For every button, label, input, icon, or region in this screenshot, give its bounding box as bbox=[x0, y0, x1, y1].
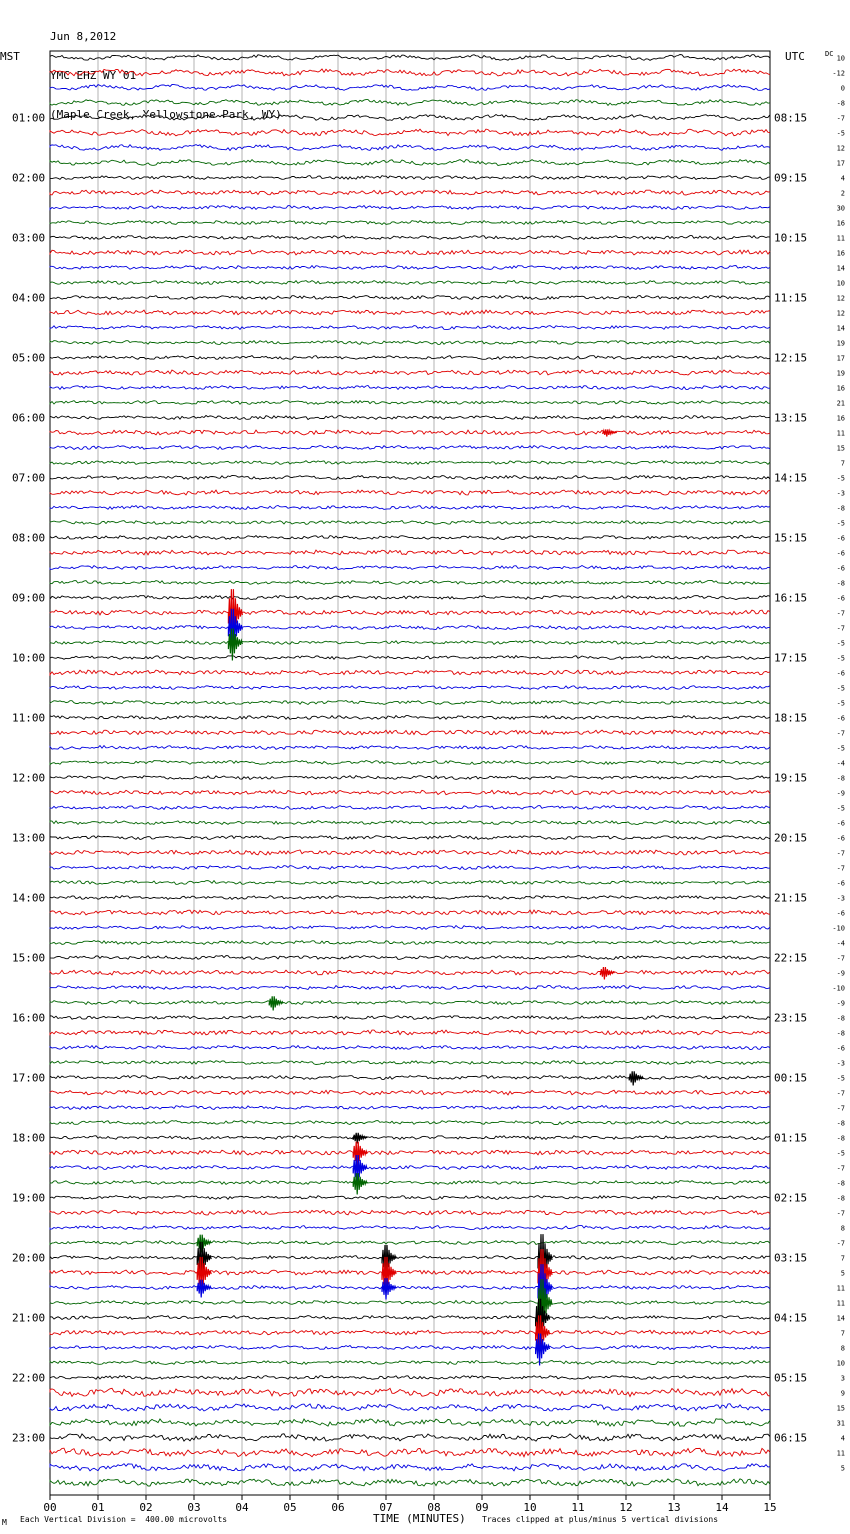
trace-row bbox=[50, 701, 770, 705]
event-spike bbox=[600, 967, 614, 980]
x-tick-label: 05 bbox=[283, 1501, 297, 1514]
trace-row bbox=[50, 506, 770, 510]
trace-row bbox=[50, 970, 770, 975]
trace-row bbox=[50, 521, 770, 525]
utc-hour-label: 04:15 bbox=[774, 1311, 808, 1325]
mst-hour-label: 23:00 bbox=[12, 1431, 46, 1445]
trace-row bbox=[50, 1166, 770, 1170]
dc-offset-label: 12 bbox=[836, 294, 845, 303]
dc-offset-label: -7 bbox=[836, 864, 845, 873]
utc-hour-label: 19:15 bbox=[774, 771, 808, 785]
trace-row bbox=[50, 1404, 770, 1412]
dc-offset-label: -8 bbox=[836, 1119, 845, 1128]
trace-row bbox=[50, 776, 770, 780]
dc-offset-label: -9 bbox=[836, 789, 845, 798]
right-axis-title: UTC bbox=[785, 50, 805, 63]
dc-offset-label: 19 bbox=[836, 369, 845, 378]
dc-offset-label: 17 bbox=[836, 354, 845, 363]
utc-hour-label: 21:15 bbox=[774, 891, 808, 905]
dc-offset-label: -8 bbox=[836, 1194, 845, 1203]
dc-label: DC bbox=[825, 50, 834, 58]
x-tick-label: 14 bbox=[715, 1501, 729, 1514]
trace-row bbox=[50, 536, 770, 540]
dc-offset-label: 10 bbox=[836, 1359, 845, 1368]
x-tick-label: 06 bbox=[331, 1501, 345, 1514]
event-spike bbox=[629, 1071, 643, 1085]
trace-row bbox=[50, 626, 770, 630]
utc-hour-label: 06:15 bbox=[774, 1431, 808, 1445]
utc-hour-label: 08:15 bbox=[774, 111, 808, 125]
dc-offset-label: 0 bbox=[840, 84, 845, 93]
trace-row bbox=[50, 490, 770, 495]
dc-offset-label: -7 bbox=[836, 729, 845, 738]
mst-hour-label: 20:00 bbox=[12, 1251, 46, 1265]
dc-offset-label: 10 bbox=[836, 54, 845, 63]
dc-offset-label: -6 bbox=[836, 1044, 845, 1053]
dc-offset-label: -9 bbox=[836, 999, 845, 1008]
mst-hour-label: 01:00 bbox=[12, 111, 46, 125]
mst-hour-label: 08:00 bbox=[12, 531, 46, 545]
dc-offset-label: -5 bbox=[836, 474, 845, 483]
dc-offset-label: 11 bbox=[836, 1284, 845, 1293]
dc-offset-label: -7 bbox=[836, 609, 845, 618]
trace-row bbox=[50, 221, 770, 225]
x-tick-label: 02 bbox=[139, 1501, 153, 1514]
trace-row bbox=[50, 1210, 770, 1215]
trace-row bbox=[50, 1464, 770, 1471]
trace-row bbox=[50, 1346, 770, 1350]
dc-offset-label: -8 bbox=[836, 1134, 845, 1143]
event-spike bbox=[353, 1133, 367, 1144]
dc-offset-label: -8 bbox=[836, 579, 845, 588]
utc-hour-label: 14:15 bbox=[774, 471, 808, 485]
dc-offset-label: -5 bbox=[836, 699, 845, 708]
dc-offset-label: 16 bbox=[836, 414, 845, 423]
dc-offset-label: 8 bbox=[840, 1344, 845, 1353]
trace-row bbox=[50, 956, 770, 960]
dc-offset-label: 16 bbox=[836, 384, 845, 393]
utc-hour-label: 17:15 bbox=[774, 651, 808, 665]
dc-offset-label: -6 bbox=[836, 834, 845, 843]
dc-offset-label: -4 bbox=[836, 939, 845, 948]
dc-offset-label: 12 bbox=[836, 144, 845, 153]
dc-offset-label: 12 bbox=[836, 309, 845, 318]
trace-row bbox=[50, 1001, 770, 1005]
mst-hour-label: 12:00 bbox=[12, 771, 46, 785]
dc-offset-label: 7 bbox=[840, 1254, 845, 1263]
utc-hour-label: 03:15 bbox=[774, 1251, 808, 1265]
dc-offset-label: 15 bbox=[836, 444, 845, 453]
trace-row bbox=[50, 881, 770, 885]
left-axis-title: MST bbox=[0, 50, 20, 63]
trace-row bbox=[50, 1046, 770, 1050]
event-spike bbox=[269, 996, 283, 1010]
trace-row bbox=[50, 641, 770, 645]
dc-offset-label: 9 bbox=[840, 1389, 845, 1398]
dc-offset-label: 4 bbox=[840, 1434, 845, 1443]
dc-offset-label: -6 bbox=[836, 564, 845, 573]
trace-row bbox=[50, 656, 770, 660]
trace-row bbox=[50, 1434, 770, 1441]
dc-offset-label: -6 bbox=[836, 714, 845, 723]
dc-offset-label: -5 bbox=[836, 1149, 845, 1158]
utc-hour-label: 10:15 bbox=[774, 231, 808, 245]
trace-row bbox=[50, 266, 770, 270]
dc-offset-label: 10 bbox=[836, 279, 845, 288]
trace-row bbox=[50, 370, 770, 375]
utc-hour-label: 05:15 bbox=[774, 1371, 808, 1385]
trace-row bbox=[50, 850, 770, 855]
dc-offset-label: -3 bbox=[836, 894, 845, 903]
dc-offset-label: -7 bbox=[836, 1104, 845, 1113]
mst-hour-label: 10:00 bbox=[12, 651, 46, 665]
trace-row bbox=[50, 476, 770, 480]
trace-row bbox=[50, 1090, 770, 1095]
trace-row bbox=[50, 1106, 770, 1110]
utc-hour-label: 12:15 bbox=[774, 351, 808, 365]
trace-row bbox=[50, 790, 770, 795]
dc-offset-label: 14 bbox=[836, 1314, 845, 1323]
mst-hour-label: 02:00 bbox=[12, 171, 46, 185]
trace-row bbox=[50, 1361, 770, 1365]
dc-offset-label: 5 bbox=[840, 1464, 845, 1473]
dc-offset-label: -7 bbox=[836, 1239, 845, 1248]
dc-offset-label: -4 bbox=[836, 759, 845, 768]
dc-offset-label: -8 bbox=[836, 504, 845, 513]
dc-offset-label: 7 bbox=[840, 459, 845, 468]
trace-row bbox=[50, 686, 770, 690]
x-tick-label: 15 bbox=[763, 1501, 777, 1514]
x-tick-label: 08 bbox=[427, 1501, 441, 1514]
trace-row bbox=[50, 160, 770, 166]
trace-row bbox=[50, 341, 770, 345]
dc-offset-label: 19 bbox=[836, 339, 845, 348]
trace-row bbox=[50, 670, 770, 675]
mst-hour-label: 18:00 bbox=[12, 1131, 46, 1145]
dc-offset-label: 14 bbox=[836, 264, 845, 273]
dc-offset-label: 11 bbox=[836, 429, 845, 438]
trace-row bbox=[50, 1419, 770, 1426]
utc-hour-label: 16:15 bbox=[774, 591, 808, 605]
dc-offset-label: -8 bbox=[836, 774, 845, 783]
dc-offset-label: -5 bbox=[836, 804, 845, 813]
dc-offset-label: -9 bbox=[836, 969, 845, 978]
plot-date: Jun 8,2012 bbox=[50, 30, 117, 43]
dc-offset-label: -7 bbox=[836, 114, 845, 123]
trace-row bbox=[50, 326, 770, 330]
trace-row bbox=[50, 401, 770, 405]
trace-row bbox=[50, 85, 770, 91]
trace-row bbox=[50, 446, 770, 450]
x-tick-label: 07 bbox=[379, 1501, 393, 1514]
trace-row bbox=[50, 581, 770, 585]
mst-hour-label: 22:00 bbox=[12, 1371, 46, 1385]
trace-row bbox=[50, 236, 770, 240]
dc-offset-label: -6 bbox=[836, 819, 845, 828]
dc-offset-label: 11 bbox=[836, 1449, 845, 1458]
station-location: (Maple Creek, Yellowstone Park, WY) bbox=[50, 108, 282, 121]
trace-row bbox=[50, 1256, 770, 1260]
trace-row bbox=[50, 176, 770, 180]
trace-row bbox=[50, 250, 770, 255]
dc-offset-label: -6 bbox=[836, 669, 845, 678]
trace-row bbox=[50, 1181, 770, 1185]
dc-offset-label: -12 bbox=[832, 69, 845, 78]
footer-mark: M bbox=[2, 1518, 7, 1527]
mst-hour-label: 07:00 bbox=[12, 471, 46, 485]
dc-offset-label: -8 bbox=[836, 1179, 845, 1188]
mst-hour-label: 09:00 bbox=[12, 591, 46, 605]
dc-offset-label: -7 bbox=[836, 624, 845, 633]
trace-row bbox=[50, 1316, 770, 1320]
x-tick-label: 03 bbox=[187, 1501, 201, 1514]
mst-hour-label: 17:00 bbox=[12, 1071, 46, 1085]
trace-row bbox=[50, 761, 770, 765]
trace-row bbox=[50, 1136, 770, 1140]
dc-offset-label: -7 bbox=[836, 954, 845, 963]
trace-row bbox=[50, 910, 770, 915]
event-spike bbox=[603, 429, 617, 436]
dc-offset-label: -5 bbox=[836, 129, 845, 138]
x-tick-label: 11 bbox=[571, 1501, 585, 1514]
dc-offset-label: -5 bbox=[836, 1074, 845, 1083]
utc-hour-label: 01:15 bbox=[774, 1131, 808, 1145]
trace-row bbox=[50, 430, 770, 435]
trace-row bbox=[50, 986, 770, 990]
mst-hour-label: 16:00 bbox=[12, 1011, 46, 1025]
trace-row bbox=[50, 941, 770, 945]
trace-row bbox=[50, 55, 770, 61]
dc-offset-label: -7 bbox=[836, 1164, 845, 1173]
utc-hour-label: 23:15 bbox=[774, 1011, 808, 1025]
trace-row bbox=[50, 129, 770, 136]
mst-hour-label: 15:00 bbox=[12, 951, 46, 965]
trace-row bbox=[50, 1061, 770, 1065]
trace-row bbox=[50, 115, 770, 121]
dc-offset-label: -3 bbox=[836, 1059, 845, 1068]
trace-row bbox=[50, 746, 770, 750]
dc-offset-label: -7 bbox=[836, 1089, 845, 1098]
utc-hour-label: 22:15 bbox=[774, 951, 808, 965]
trace-row bbox=[50, 1150, 770, 1155]
trace-row bbox=[50, 310, 770, 315]
trace-row bbox=[50, 69, 770, 76]
dc-offset-label: 30 bbox=[836, 204, 845, 213]
mst-hour-label: 05:00 bbox=[12, 351, 46, 365]
utc-hour-label: 15:15 bbox=[774, 531, 808, 545]
dc-offset-label: -8 bbox=[836, 99, 845, 108]
dc-offset-label: -6 bbox=[836, 879, 845, 888]
trace-row bbox=[50, 1030, 770, 1035]
utc-hour-label: 20:15 bbox=[774, 831, 808, 845]
clip-note: Traces clipped at plus/minus 5 vertical divisions bbox=[482, 1515, 719, 1524]
trace-row bbox=[50, 100, 770, 106]
trace-row bbox=[50, 806, 770, 810]
mst-hour-label: 11:00 bbox=[12, 711, 46, 725]
dc-offset-label: 4 bbox=[840, 174, 845, 183]
utc-hour-label: 18:15 bbox=[774, 711, 808, 725]
trace-row bbox=[50, 1301, 770, 1305]
trace-row bbox=[50, 550, 770, 555]
trace-row bbox=[50, 1388, 770, 1396]
trace-row bbox=[50, 1270, 770, 1275]
x-tick-label: 09 bbox=[475, 1501, 489, 1514]
trace-row bbox=[50, 356, 770, 360]
mst-hour-label: 04:00 bbox=[12, 291, 46, 305]
trace-row bbox=[50, 281, 770, 285]
dc-offset-label: 7 bbox=[840, 1329, 845, 1338]
mst-hour-label: 19:00 bbox=[12, 1191, 46, 1205]
trace-row bbox=[50, 821, 770, 825]
mst-hour-label: 21:00 bbox=[12, 1311, 46, 1325]
dc-offset-label: -6 bbox=[836, 549, 845, 558]
x-tick-label: 01 bbox=[91, 1501, 105, 1514]
trace-row bbox=[50, 896, 770, 900]
trace-row bbox=[50, 1241, 770, 1245]
trace-row bbox=[50, 206, 770, 210]
mst-hour-label: 14:00 bbox=[12, 891, 46, 905]
dc-offset-label: 16 bbox=[836, 249, 845, 258]
dc-offset-label: 21 bbox=[836, 399, 845, 408]
trace-row bbox=[50, 1479, 770, 1486]
dc-offset-label: 5 bbox=[840, 1269, 845, 1278]
trace-row bbox=[50, 461, 770, 465]
dc-offset-label: -7 bbox=[836, 1209, 845, 1218]
trace-row bbox=[50, 1376, 770, 1380]
trace-row bbox=[50, 1448, 770, 1457]
utc-hour-label: 02:15 bbox=[774, 1191, 808, 1205]
utc-hour-label: 13:15 bbox=[774, 411, 808, 425]
trace-row bbox=[50, 1076, 770, 1080]
trace-row bbox=[50, 1016, 770, 1020]
trace-row bbox=[50, 610, 770, 615]
station-code: YMC EHZ WY 01 bbox=[50, 69, 137, 82]
dc-offset-label: -3 bbox=[836, 489, 845, 498]
dc-offset-label: 11 bbox=[836, 234, 845, 243]
dc-offset-label: -8 bbox=[836, 1014, 845, 1023]
trace-row bbox=[50, 596, 770, 600]
trace-row bbox=[50, 1286, 770, 1290]
trace-row bbox=[50, 566, 770, 570]
dc-offset-label: -5 bbox=[836, 654, 845, 663]
x-axis-title: TIME (MINUTES) bbox=[373, 1512, 466, 1525]
dc-offset-label: 11 bbox=[836, 1299, 845, 1308]
dc-offset-label: 8 bbox=[840, 1224, 845, 1233]
trace-row bbox=[50, 1196, 770, 1200]
trace-row bbox=[50, 926, 770, 930]
dc-offset-label: -7 bbox=[836, 849, 845, 858]
dc-offset-label: 3 bbox=[840, 1374, 845, 1383]
mst-hour-label: 03:00 bbox=[12, 231, 46, 245]
trace-row bbox=[50, 866, 770, 870]
utc-hour-label: 00:15 bbox=[774, 1071, 808, 1085]
dc-offset-label: 2 bbox=[840, 189, 845, 198]
trace-row bbox=[50, 296, 770, 300]
trace-row bbox=[50, 416, 770, 420]
dc-offset-label: 14 bbox=[836, 324, 845, 333]
trace-row bbox=[50, 190, 770, 195]
dc-offset-label: -6 bbox=[836, 534, 845, 543]
trace-row bbox=[50, 145, 770, 151]
trace-row bbox=[50, 716, 770, 720]
trace-row bbox=[50, 836, 770, 840]
scale-note: Each Vertical Division = 400.00 microvolts bbox=[20, 1515, 228, 1524]
trace-row bbox=[50, 1226, 770, 1230]
x-tick-label: 10 bbox=[523, 1501, 537, 1514]
dc-offset-label: -6 bbox=[836, 594, 845, 603]
trace-row bbox=[50, 1330, 770, 1335]
trace-row bbox=[50, 1121, 770, 1125]
x-tick-label: 13 bbox=[667, 1501, 681, 1514]
dc-offset-label: -8 bbox=[836, 1029, 845, 1038]
dc-offset-label: 31 bbox=[836, 1419, 845, 1428]
dc-offset-label: -10 bbox=[832, 924, 845, 933]
dc-offset-label: -6 bbox=[836, 909, 845, 918]
utc-hour-label: 09:15 bbox=[774, 171, 808, 185]
dc-offset-label: 15 bbox=[836, 1404, 845, 1413]
dc-offset-label: -10 bbox=[832, 984, 845, 993]
mst-hour-label: 13:00 bbox=[12, 831, 46, 845]
dc-offset-label: -5 bbox=[836, 519, 845, 528]
dc-offset-label: 16 bbox=[836, 219, 845, 228]
dc-offset-label: -5 bbox=[836, 639, 845, 648]
utc-hour-label: 11:15 bbox=[774, 291, 808, 305]
trace-row bbox=[50, 386, 770, 390]
dc-offset-label: -5 bbox=[836, 684, 845, 693]
trace-row bbox=[50, 730, 770, 735]
mst-hour-label: 06:00 bbox=[12, 411, 46, 425]
dc-offset-label: -5 bbox=[836, 744, 845, 753]
x-tick-label: 04 bbox=[235, 1501, 249, 1514]
x-tick-label: 00 bbox=[43, 1501, 57, 1514]
x-tick-label: 12 bbox=[619, 1501, 633, 1514]
dc-offset-label: 17 bbox=[836, 159, 845, 168]
